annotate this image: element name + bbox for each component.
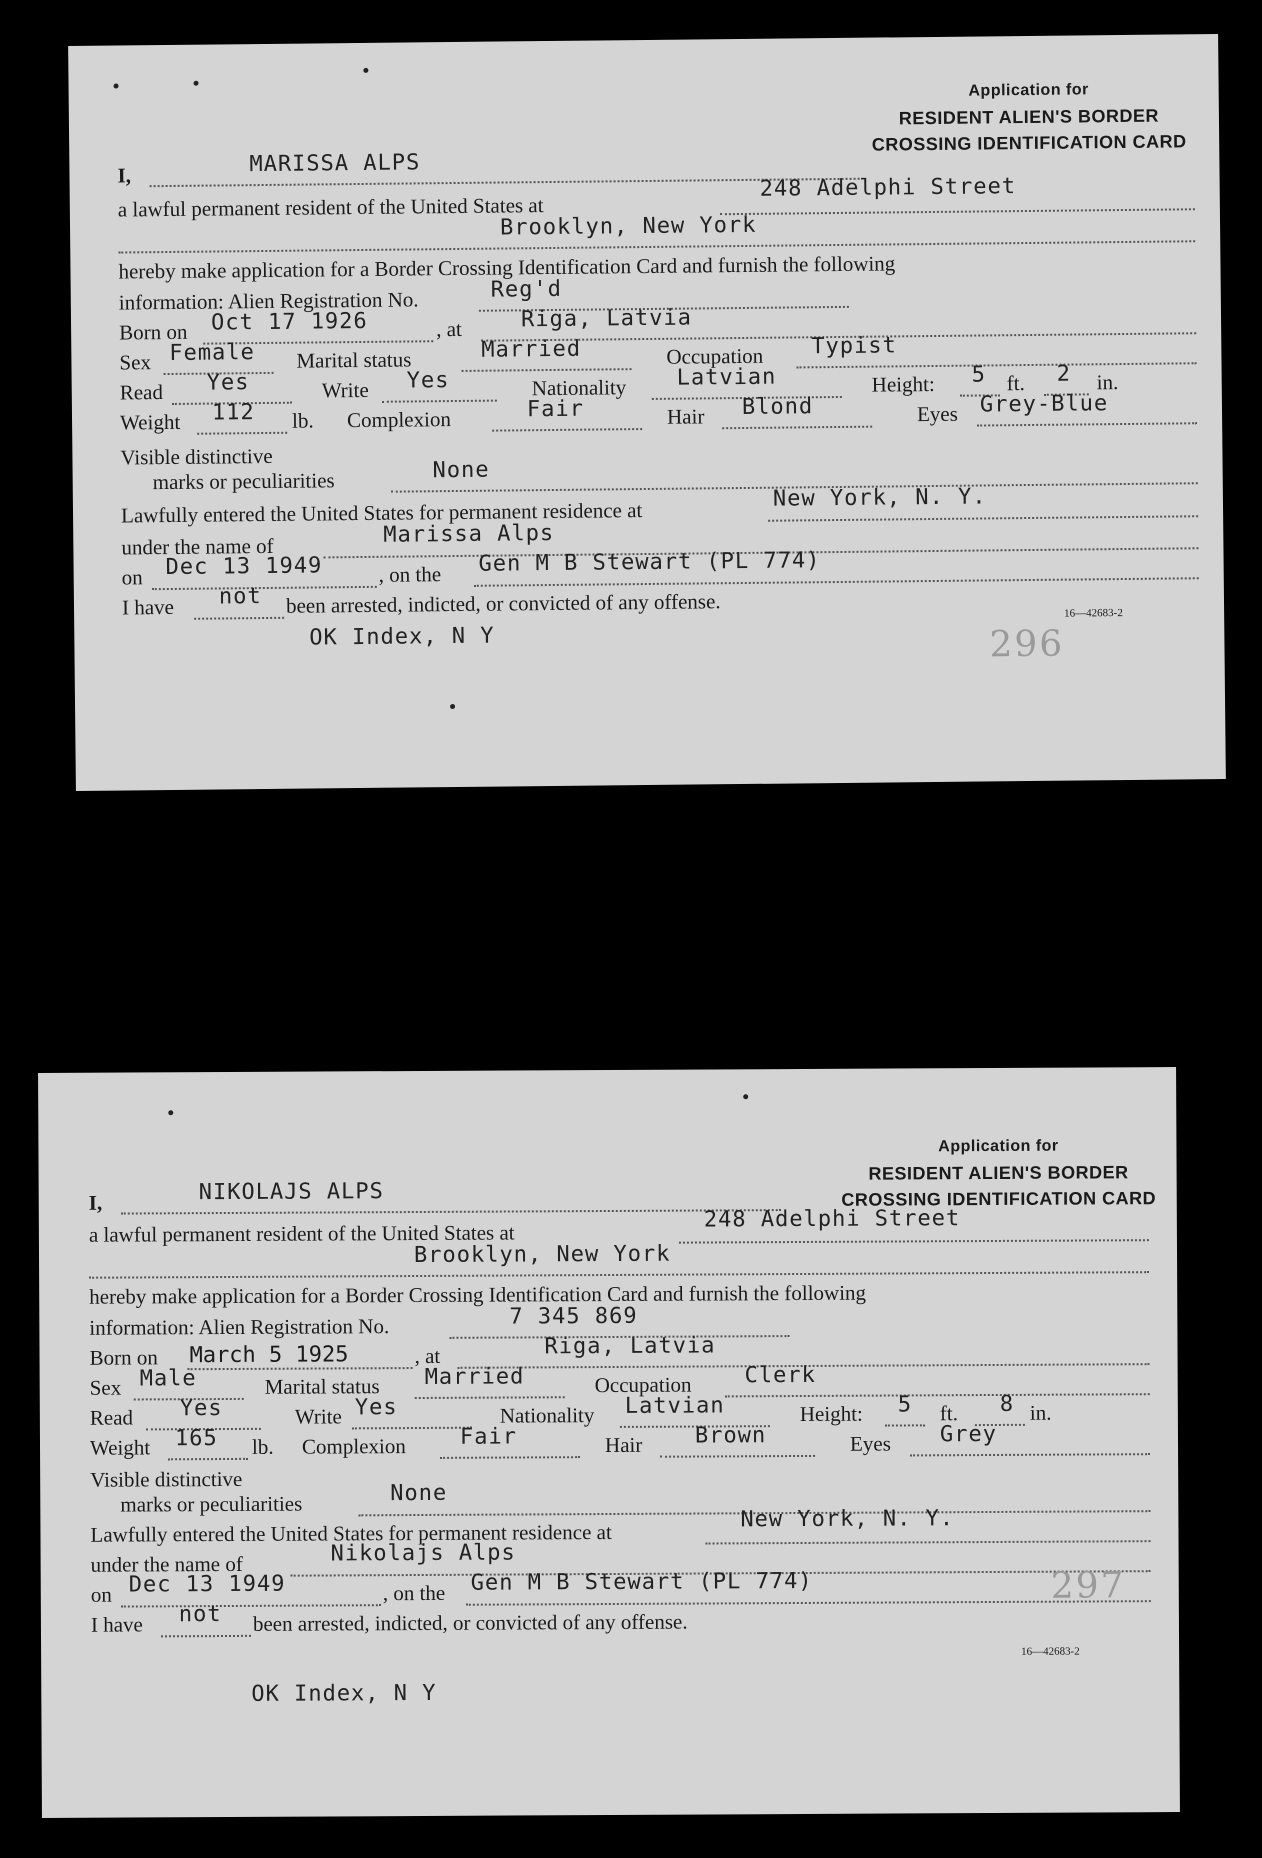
arrested-value: not <box>178 1602 222 1628</box>
entry-place: New York, N. Y. <box>772 484 987 512</box>
label-registration: information: Alien Registration No. <box>89 1314 390 1340</box>
label-complexion: Complexion <box>346 407 452 433</box>
label-eyes: Eyes <box>916 401 958 427</box>
arrested-value: not <box>218 584 262 610</box>
write-value: Yes <box>354 1395 398 1421</box>
dotted-line <box>415 1396 565 1399</box>
dotted-line <box>150 178 860 187</box>
occupation-value: Typist <box>811 333 897 360</box>
weight-value: 112 <box>211 400 255 426</box>
registration-number: 7 345 869 <box>509 1303 638 1330</box>
label-i-have: I have <box>121 594 175 620</box>
header-line-2: RESIDENT ALIEN'S BORDER <box>868 1162 1129 1184</box>
label-ft: ft. <box>1006 371 1025 396</box>
dotted-line <box>885 1424 925 1426</box>
entry-name: Nikolajs Alps <box>330 1540 516 1567</box>
read-value: Yes <box>179 1396 223 1422</box>
label-hereby: hereby make application for a Border Crossing Identification Card and furnish the following <box>89 1280 867 1309</box>
label-lawful-resident: a lawful permanent resident of the United States at <box>88 1220 515 1247</box>
height-feet: 5 <box>971 362 987 388</box>
application-card-2 <box>38 1067 1180 1818</box>
label-marital-status: Marital status <box>296 347 412 373</box>
label-occupation: Occupation <box>594 1372 692 1398</box>
label-eyes: Eyes <box>849 1431 891 1456</box>
birth-place: Riga, Latvia <box>520 305 693 333</box>
label-on-the: , on the <box>382 1580 446 1606</box>
label-arrested: been arrested, indicted, or convicted of any offense. <box>252 1609 688 1636</box>
label-sex: Sex <box>119 350 152 375</box>
label-nationality: Nationality <box>499 1403 595 1428</box>
dotted-line <box>492 428 642 432</box>
label-under-name: under the name of <box>90 1551 243 1577</box>
dotted-line <box>722 426 872 430</box>
label-entered: Lawfully entered the United States for permanent residence at <box>120 498 643 528</box>
label-lawful-resident: a lawful permanent resident of the United States at <box>117 193 544 222</box>
eyes-value: Grey <box>939 1421 998 1448</box>
dotted-line <box>382 400 497 403</box>
eyes-value: Grey-Blue <box>979 391 1109 418</box>
label-hereby: hereby make application for a Border Crossing Identification Card and furnish the following <box>118 251 896 284</box>
dotted-line <box>89 1271 1149 1279</box>
entry-date: Dec 13 1949 <box>165 553 323 581</box>
speck <box>114 84 119 89</box>
dotted-line <box>194 617 284 620</box>
complexion-value: Fair <box>459 1424 518 1450</box>
label-entered: Lawfully entered the United States for permanent residence at <box>90 1519 612 1547</box>
label-weight: Weight <box>89 1435 151 1460</box>
form-number: 16—42683-2 <box>1064 607 1123 620</box>
address-line-1: 248 Adelphi Street <box>759 174 1017 202</box>
label-hair: Hair <box>604 1432 643 1458</box>
entry-date: Dec 13 1949 <box>128 1571 286 1598</box>
birth-date: Oct 17 1926 <box>210 308 368 336</box>
weight-value: 165 <box>174 1426 218 1452</box>
stamp-number: 296 <box>989 623 1065 666</box>
dotted-line <box>466 1600 1151 1606</box>
card-header <box>859 76 1200 158</box>
marks-value: None <box>390 1480 448 1507</box>
speck <box>194 81 199 86</box>
vessel-name: Gen M B Stewart (PL 774) <box>478 548 821 577</box>
label-height: Height: <box>871 371 935 397</box>
header-line-3: CROSSING IDENTIFICATION CARD <box>841 1188 1157 1210</box>
label-marks: marks or peculiarities <box>152 468 335 495</box>
header-line-1: Application for <box>938 1137 1059 1156</box>
entry-name: Marissa Alps <box>383 520 555 548</box>
nationality-value: Latvian <box>676 364 777 391</box>
label-in: in. <box>1096 370 1119 395</box>
speck <box>168 1110 173 1115</box>
label-ft: ft. <box>939 1401 958 1426</box>
dotted-line <box>168 1458 248 1460</box>
label-read: Read <box>119 380 164 405</box>
label-lb: lb. <box>291 408 314 433</box>
label-on: on <box>90 1582 112 1607</box>
sex-value: Female <box>169 340 255 366</box>
label-registration: information: Alien Registration No. <box>118 287 419 315</box>
card-header <box>828 1133 1168 1213</box>
dotted-line <box>706 1540 1151 1544</box>
entry-place: New York, N. Y. <box>740 1506 955 1533</box>
application-card-1 <box>68 34 1226 791</box>
hair-value: Brown <box>694 1423 767 1449</box>
label-on: on <box>121 565 143 590</box>
dotted-line <box>121 1209 781 1214</box>
address-line-2: Brooklyn, New York <box>413 1241 671 1269</box>
registration-number: Reg'd <box>490 276 563 303</box>
dotted-line <box>121 1604 381 1607</box>
sex-value: Male <box>139 1366 197 1392</box>
dotted-line <box>152 586 377 590</box>
label-height: Height: <box>799 1401 863 1427</box>
address-line-2: Brooklyn, New York <box>499 212 757 241</box>
dotted-line <box>977 422 1197 426</box>
header-line-2: RESIDENT ALIEN'S BORDER <box>898 105 1160 129</box>
label-arrested: been arrested, indicted, or convicted of any offense. <box>285 589 721 618</box>
write-value: Yes <box>406 368 450 394</box>
nationality-value: Latvian <box>624 1393 725 1419</box>
label-at: , at <box>414 1343 441 1369</box>
speck <box>450 704 455 709</box>
label-read: Read <box>89 1405 134 1430</box>
read-value: Yes <box>206 370 250 396</box>
header-line-3: CROSSING IDENTIFICATION CARD <box>871 131 1187 155</box>
label-born-on: Born on <box>89 1345 158 1370</box>
height-feet: 5 <box>897 1392 913 1418</box>
label-i: I, <box>88 1190 103 1215</box>
label-lb: lb. <box>251 1434 274 1459</box>
index-note: OK Index, N Y <box>309 623 495 651</box>
hair-value: Blond <box>741 394 814 421</box>
address-line-1: 248 Adelphi Street <box>703 1206 961 1233</box>
label-visible-distinctive: Visible distinctive <box>120 443 273 470</box>
label-i-have: I have <box>90 1612 143 1637</box>
label-visible-distinctive: Visible distinctive <box>90 1466 243 1492</box>
dotted-line <box>474 577 1199 587</box>
occupation-value: Clerk <box>744 1362 816 1389</box>
dotted-line <box>720 208 1195 215</box>
label-marks: marks or peculiarities <box>120 1491 303 1517</box>
label-write: Write <box>321 377 369 403</box>
label-under-name: under the name of <box>121 533 274 560</box>
dotted-line <box>679 1239 1149 1243</box>
label-complexion: Complexion <box>301 1434 406 1459</box>
dotted-line <box>660 1455 815 1458</box>
marital-value: Married <box>481 336 582 363</box>
dotted-line <box>910 1453 1150 1456</box>
applicant-name: MARISSA ALPS <box>249 150 421 178</box>
dotted-line <box>440 1456 580 1459</box>
birth-place: Riga, Latvia <box>544 1333 716 1360</box>
dotted-line <box>725 1393 1150 1397</box>
dotted-line <box>462 368 632 372</box>
label-sex: Sex <box>89 1375 122 1400</box>
applicant-name: NIKOLAJS ALPS <box>198 1179 384 1206</box>
speck <box>363 68 368 73</box>
label-on-the: , on the <box>378 562 442 587</box>
label-hair: Hair <box>666 404 705 429</box>
dotted-line <box>768 515 1198 522</box>
height-inches: 8 <box>999 1391 1015 1417</box>
speck <box>743 1094 748 1099</box>
form-number: 16—42683-2 <box>1021 1645 1080 1658</box>
vessel-name: Gen M B Stewart (PL 774) <box>470 1568 813 1596</box>
label-born-on: Born on <box>119 319 188 345</box>
complexion-value: Fair <box>526 396 585 423</box>
header-line-1: Application for <box>968 81 1089 100</box>
birth-date: March 5 1925 <box>189 1342 349 1369</box>
stamp-number: 297 <box>1050 1565 1126 1607</box>
dotted-line <box>352 1427 472 1430</box>
dotted-line <box>118 240 1195 253</box>
label-weight: Weight <box>119 409 181 435</box>
label-write: Write <box>294 1404 342 1429</box>
label-marital-status: Marital status <box>264 1374 380 1399</box>
marital-value: Married <box>424 1364 525 1390</box>
index-note: OK Index, N Y <box>251 1680 437 1707</box>
label-in: in. <box>1029 1400 1052 1425</box>
dotted-line <box>797 362 1197 368</box>
label-i: I, <box>117 163 132 188</box>
height-inches: 2 <box>1056 361 1072 387</box>
label-nationality: Nationality <box>531 375 627 401</box>
marks-value: None <box>432 457 490 484</box>
dotted-line <box>197 432 287 435</box>
label-occupation: Occupation <box>666 343 764 369</box>
dotted-line <box>161 1635 251 1637</box>
label-at: , at <box>435 316 462 342</box>
